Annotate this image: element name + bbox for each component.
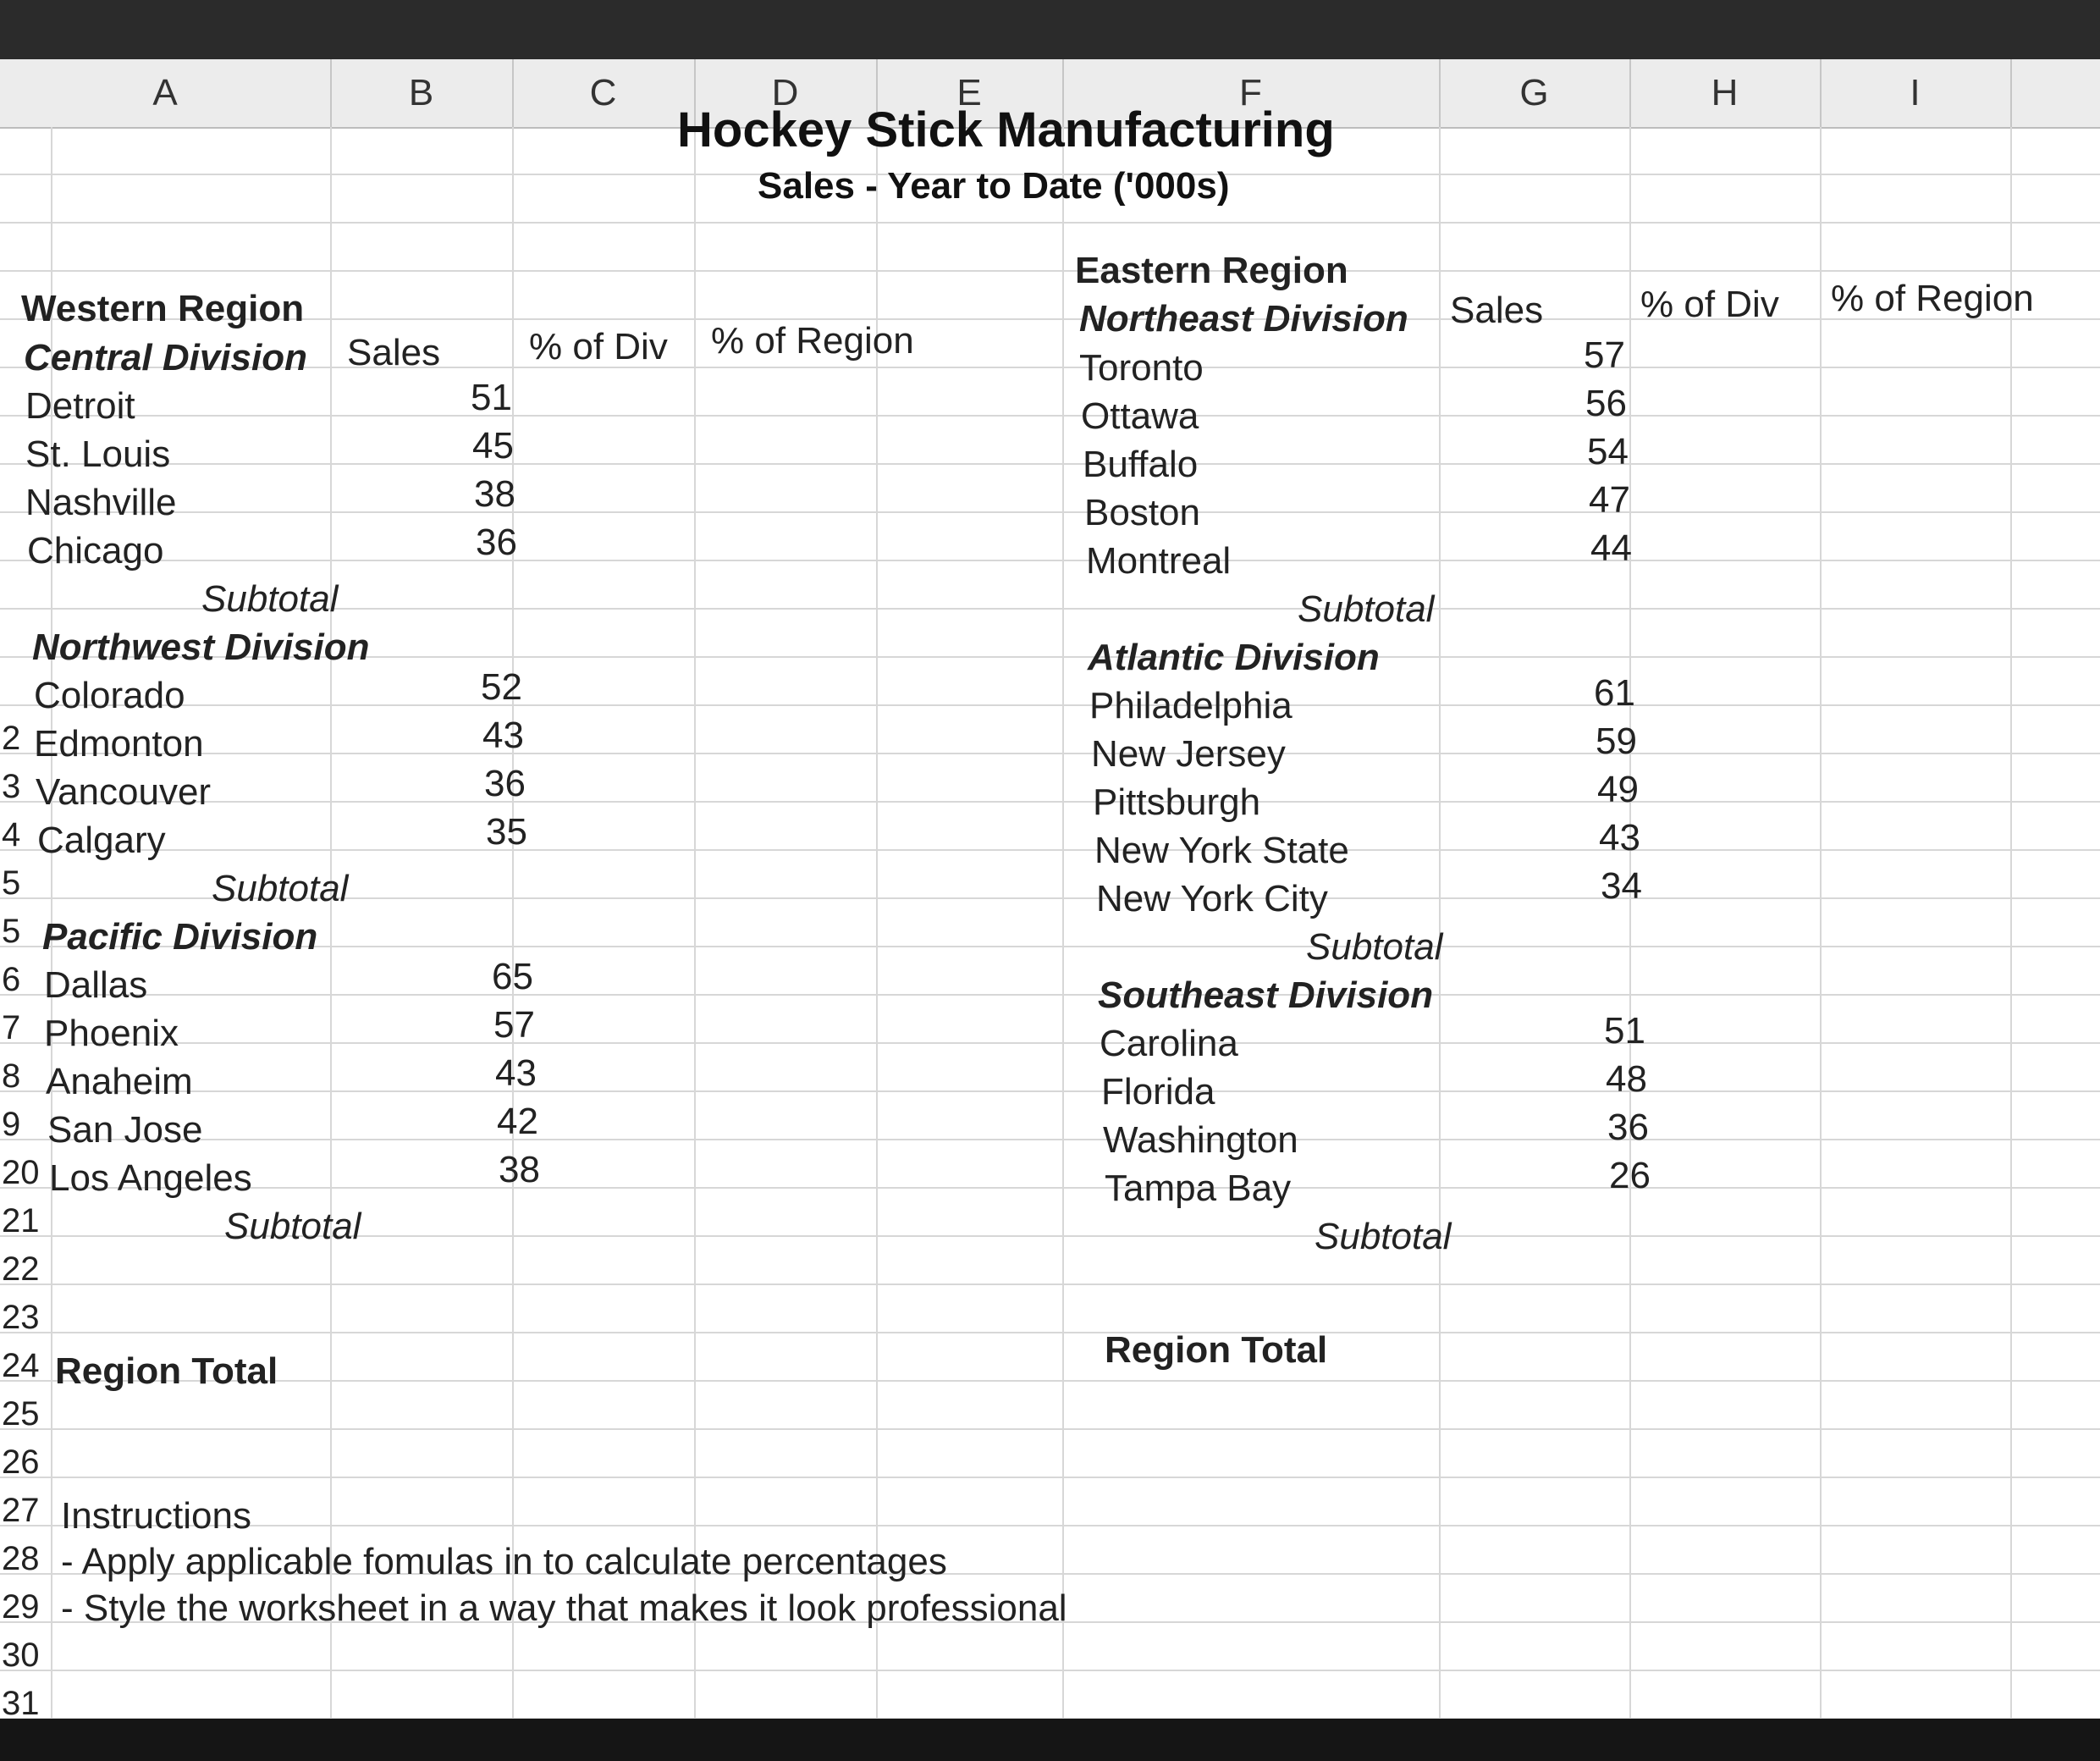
grid-row-line (0, 1139, 2100, 1140)
column-header-b[interactable]: B (330, 59, 514, 127)
sales-value[interactable]: 59 (1596, 720, 1637, 762)
sales-value[interactable]: 38 (499, 1149, 540, 1190)
grid-column-line (1820, 127, 1822, 1719)
grid-column-line (2010, 127, 2012, 1719)
sales-value[interactable]: 36 (484, 763, 526, 804)
sales-value[interactable]: 48 (1606, 1058, 1647, 1100)
subtotal-label[interactable]: Subtotal (1315, 1216, 1452, 1257)
east-region-total-label[interactable]: Region Total (1105, 1329, 1328, 1371)
row-number[interactable]: 27 (2, 1492, 40, 1529)
west-region-total-label[interactable]: Region Total (55, 1350, 278, 1392)
row-number[interactable]: 20 (2, 1154, 40, 1191)
sheet-subtitle[interactable]: Sales - Year to Date ('000s) (758, 165, 1230, 207)
row-number[interactable]: 28 (2, 1540, 40, 1577)
city-name[interactable]: Phoenix (44, 1013, 179, 1054)
sales-value[interactable]: 65 (492, 956, 533, 997)
sales-value[interactable]: 52 (481, 666, 522, 708)
sales-value[interactable]: 57 (493, 1004, 535, 1046)
city-name[interactable]: Pittsburgh (1093, 781, 1261, 823)
row-number[interactable]: 8 (2, 1057, 21, 1095)
column-header-e[interactable]: E (876, 59, 1064, 127)
row-number[interactable]: 21 (2, 1202, 40, 1239)
row-number[interactable]: 5 (2, 864, 21, 902)
city-name[interactable]: St. Louis (25, 433, 171, 475)
grid-row-line (0, 318, 2100, 320)
row-number[interactable]: 7 (2, 1009, 21, 1046)
grid-row-line (0, 511, 2100, 513)
column-header-g[interactable]: G (1439, 59, 1631, 127)
grid-row-line (0, 753, 2100, 754)
sales-value[interactable]: 45 (472, 425, 514, 466)
column-header-c[interactable]: C (512, 59, 696, 127)
city-name[interactable]: New Jersey (1091, 733, 1286, 775)
grid-row-line (0, 849, 2100, 851)
grid-row-line (0, 1187, 2100, 1189)
row-number[interactable]: 29 (2, 1588, 40, 1626)
city-name[interactable]: Washington (1103, 1119, 1298, 1161)
west-pct-div-header[interactable]: % of Div (529, 326, 668, 367)
sales-value[interactable]: 36 (476, 522, 517, 563)
row-number[interactable]: 30 (2, 1637, 40, 1674)
grid-row-line (0, 1670, 2100, 1671)
grid-row-line (0, 1525, 2100, 1526)
northwest-division-heading[interactable]: Northwest Division (32, 627, 370, 668)
pacific-division-heading[interactable]: Pacific Division (42, 916, 318, 958)
city-name[interactable]: Chicago (27, 530, 164, 571)
city-name[interactable]: Toronto (1079, 347, 1204, 389)
subtotal-label[interactable]: Subtotal (1306, 926, 1443, 968)
grid-row-line (0, 1042, 2100, 1044)
sheet-title[interactable]: Hockey Stick Manufacturing (677, 102, 1335, 157)
row-number[interactable]: 3 (2, 768, 21, 805)
grid-column-line (694, 127, 696, 1719)
sales-value[interactable]: 61 (1594, 672, 1635, 714)
instruction-line[interactable]: - Apply applicable fomulas in to calculate percentages (61, 1541, 947, 1582)
monitor-bezel (0, 1719, 2100, 1761)
western-region-heading[interactable]: Western Region (21, 288, 305, 329)
column-header-d[interactable]: D (694, 59, 878, 127)
grid-row-line (0, 463, 2100, 465)
northeast-division-heading[interactable]: Northeast Division (1079, 298, 1408, 340)
instructions-heading[interactable]: Instructions (61, 1495, 251, 1537)
west-pct-region-header[interactable]: % of Region (711, 320, 914, 362)
sales-value[interactable]: 43 (1599, 817, 1640, 858)
subtotal-label[interactable]: Subtotal (212, 868, 349, 909)
city-name[interactable]: Nashville (25, 482, 177, 523)
grid-row-line (0, 704, 2100, 706)
city-name[interactable]: San Jose (47, 1109, 203, 1151)
city-name[interactable]: Ottawa (1081, 395, 1199, 437)
grid-column-line (1629, 127, 1631, 1719)
city-name[interactable]: Boston (1084, 492, 1200, 533)
city-name[interactable]: Los Angeles (49, 1157, 252, 1199)
grid-column-line (1439, 127, 1441, 1719)
city-name[interactable]: Dallas (44, 964, 148, 1006)
row-number[interactable]: 31 (2, 1685, 40, 1719)
column-header-h[interactable]: H (1629, 59, 1822, 127)
sales-value[interactable]: 44 (1590, 527, 1632, 569)
city-name[interactable]: New York State (1094, 830, 1349, 871)
sales-value[interactable]: 47 (1589, 479, 1630, 521)
city-name[interactable]: Anaheim (46, 1061, 193, 1102)
atlantic-division-heading[interactable]: Atlantic Division (1088, 637, 1380, 678)
grid-column-line (512, 127, 514, 1719)
sales-value[interactable]: 49 (1597, 769, 1639, 810)
sales-value[interactable]: 36 (1607, 1107, 1649, 1148)
grid-column-line (876, 127, 878, 1719)
sales-value[interactable]: 26 (1609, 1155, 1651, 1196)
instruction-line[interactable]: - Style the worksheet in a way that makes it look professional (61, 1587, 1067, 1629)
city-name[interactable]: Montreal (1086, 540, 1232, 582)
row-number[interactable]: 23 (2, 1299, 40, 1336)
row-number[interactable]: 25 (2, 1395, 40, 1433)
row-number[interactable]: 5 (2, 913, 21, 950)
column-header-f[interactable]: F (1062, 59, 1441, 127)
sales-value[interactable]: 38 (474, 473, 515, 515)
grid-row-line (0, 801, 2100, 803)
grid-row-line (0, 1283, 2100, 1285)
grid-row-line (0, 222, 2100, 224)
sales-value[interactable]: 43 (482, 715, 524, 756)
sales-value[interactable]: 42 (497, 1101, 538, 1142)
row-number[interactable]: 26 (2, 1444, 40, 1481)
city-name[interactable]: Philadelphia (1089, 685, 1293, 726)
row-number[interactable]: 2 (2, 720, 21, 757)
city-name[interactable]: Florida (1101, 1071, 1215, 1112)
column-header-i[interactable]: I (1820, 59, 2012, 127)
sales-value[interactable]: 43 (495, 1052, 537, 1094)
sales-value[interactable]: 34 (1601, 865, 1642, 907)
sales-value[interactable]: 54 (1587, 431, 1629, 472)
central-division-heading[interactable]: Central Division (24, 337, 307, 378)
grid-row-line (0, 415, 2100, 417)
spreadsheet-grid[interactable] (0, 59, 2100, 1719)
city-name[interactable]: Detroit (25, 385, 135, 427)
city-name[interactable]: Vancouver (36, 771, 212, 813)
sales-value[interactable]: 57 (1584, 334, 1625, 376)
sales-value[interactable]: 51 (1604, 1010, 1645, 1052)
row-number[interactable]: 22 (2, 1250, 40, 1288)
east-pct-div-header[interactable]: % of Div (1640, 284, 1779, 325)
grid-row-line (0, 1477, 2100, 1478)
subtotal-label[interactable]: Subtotal (201, 578, 339, 620)
row-number[interactable]: 6 (2, 961, 21, 998)
city-name[interactable]: New York City (1096, 878, 1328, 919)
southeast-division-heading[interactable]: Southeast Division (1098, 974, 1434, 1016)
row-number[interactable]: 24 (2, 1347, 40, 1384)
city-name[interactable]: Carolina (1100, 1023, 1238, 1064)
grid-column-line (330, 127, 332, 1719)
city-name[interactable]: Buffalo (1083, 444, 1199, 485)
grid-column-line (1062, 127, 1064, 1719)
sales-value[interactable]: 35 (486, 811, 527, 853)
grid-row-line (0, 560, 2100, 561)
grid-row-line (0, 994, 2100, 996)
grid-row-line (0, 1090, 2100, 1092)
grid-row-line (0, 1428, 2100, 1430)
sales-value[interactable]: 56 (1585, 383, 1627, 424)
sales-value[interactable]: 51 (471, 377, 512, 418)
city-name[interactable]: Tampa Bay (1105, 1168, 1292, 1209)
row-number[interactable]: 9 (2, 1106, 21, 1143)
grid-row-line (0, 1332, 2100, 1333)
east-pct-region-header[interactable]: % of Region (1831, 278, 2034, 319)
eastern-region-heading[interactable]: Eastern Region (1075, 250, 1348, 291)
city-name[interactable]: Colorado (34, 675, 185, 716)
row-number[interactable]: 4 (2, 816, 21, 853)
subtotal-label[interactable]: Subtotal (224, 1206, 361, 1247)
grid-row-line (0, 367, 2100, 368)
west-sales-header[interactable]: Sales (347, 332, 441, 373)
city-name[interactable]: Edmonton (34, 723, 204, 765)
grid-row-line (0, 270, 2100, 272)
subtotal-label[interactable]: Subtotal (1298, 588, 1435, 630)
grid-row-line (0, 1380, 2100, 1382)
city-name[interactable]: Calgary (37, 820, 166, 861)
east-sales-header[interactable]: Sales (1450, 290, 1544, 331)
column-header-a[interactable]: A (0, 59, 332, 127)
